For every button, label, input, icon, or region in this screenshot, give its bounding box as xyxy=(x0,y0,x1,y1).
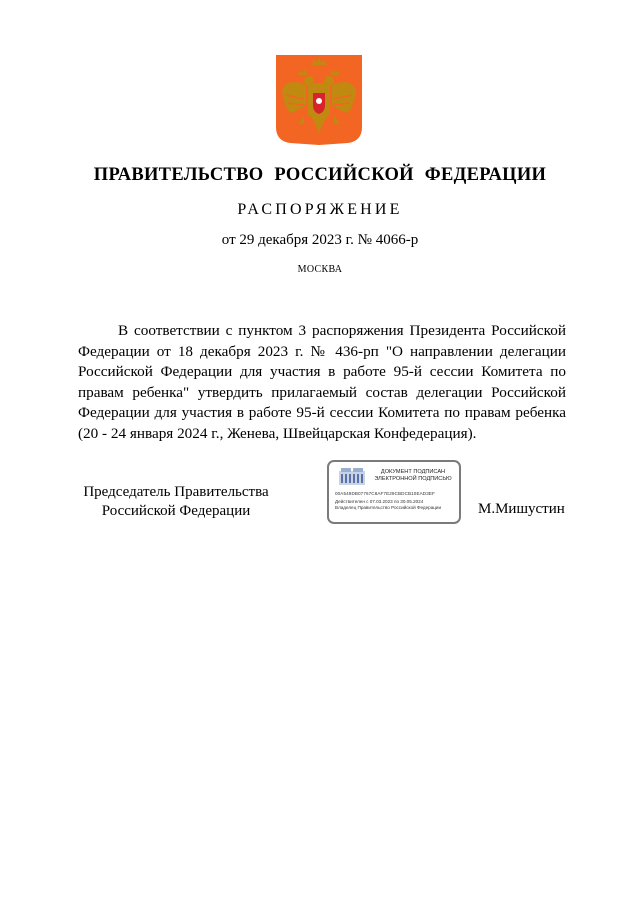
certificate-validity: Действителен с 07.03.2023 по 30.05.2024 xyxy=(335,499,424,504)
signer-title xyxy=(60,483,292,521)
document-type: РАСПОРЯЖЕНИЕ xyxy=(237,201,403,218)
government-building-icon xyxy=(338,467,366,487)
document-date-number: от 29 декабря 2023 г. № 4066-р xyxy=(221,232,419,248)
signer-title-line1: Председатель Правительства xyxy=(83,484,269,500)
order-body-paragraph: В соответствии с пунктом 3 распоряжения Президента Российской Федерации от 18 декабря 2023 г. № 436-рп "О направлении делегации Российской Федерации для участия в работе 95-й сессии Комитета по правам ребенка" утвердить прилагаемый состав делегации Российской Федерации для участия в работе 95-й сессии Комитета по правам ребенка (20 - 24 января 2024 г., Женева, Швейцарская Конфедерация). xyxy=(78,322,566,442)
electronic-signature-stamp xyxy=(327,460,461,524)
signer-title-line2: Российской Федерации xyxy=(101,503,251,519)
stamp-heading xyxy=(367,469,459,484)
organization-title: ПРАВИТЕЛЬСТВО РОССИЙСКОЙ ФЕДЕРАЦИИ xyxy=(93,165,547,185)
stamp-heading-line1: ДОКУМЕНТ ПОДПИСАН xyxy=(380,469,446,475)
certificate-serial: 00A549DB07767C8AF7E29CBDCB10EAD3EF xyxy=(335,491,435,496)
russian-coat-of-arms-icon xyxy=(276,55,362,145)
document-city: МОСКВА xyxy=(297,264,343,275)
certificate-owner: Владелец Правительство Российской Федерации xyxy=(335,505,442,510)
coat-of-arms xyxy=(276,55,362,145)
stamp-heading-line2: ЭЛЕКТРОННОЙ ПОДПИСЬЮ xyxy=(374,476,452,483)
signer-name: М.Мишустин xyxy=(478,501,565,517)
